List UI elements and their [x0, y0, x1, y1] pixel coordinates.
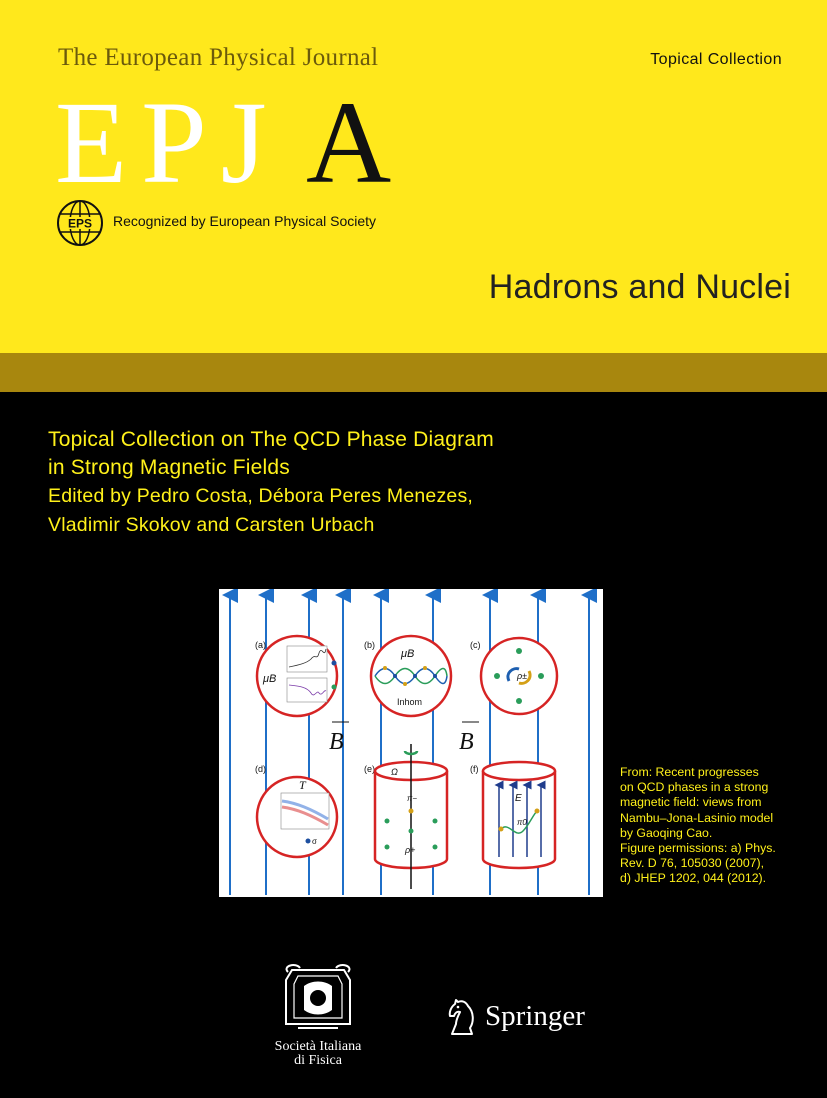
- panel-e-label: (e): [364, 764, 375, 774]
- e-field-label: E: [515, 793, 522, 804]
- omega-label: Ω: [391, 767, 398, 777]
- caption-line: Nambu–Jona-Lasinio model: [620, 810, 774, 825]
- qcd-phase-illustration: [219, 589, 603, 897]
- caption-line: Figure permissions: a) Phys.: [620, 841, 776, 856]
- panel-f-label: (f): [470, 764, 479, 774]
- topical-collection-tag: Topical Collection: [650, 51, 782, 68]
- caption-line: Rev. D 76, 105030 (2007),: [620, 856, 765, 871]
- collection-title-line1: Topical Collection on The QCD Phase Diagram: [48, 428, 494, 451]
- collection-info: [48, 426, 494, 540]
- caption-line: magnetic field: views from: [620, 795, 762, 810]
- b-field-label-left: B: [329, 729, 344, 755]
- figure-caption: [620, 765, 820, 887]
- journal-subtitle: Hadrons and Nuclei: [488, 268, 791, 306]
- rho-plus-label: ρ+: [405, 845, 416, 855]
- caption-line: by Gaoqing Cao.: [620, 825, 713, 840]
- editors-line2: Vladimir Skokov and Carsten Urbach: [48, 514, 375, 536]
- eps-globe-icon: [56, 199, 104, 247]
- eps-badge-text: EPS: [67, 216, 93, 231]
- sigma-label: σ: [312, 837, 317, 846]
- temp-label: T: [299, 778, 306, 792]
- panel-c-label: (c): [470, 640, 481, 650]
- b-field-label-right: B: [459, 729, 474, 755]
- mu-b-label-a: μB: [263, 673, 277, 685]
- logo-epj: EPJ: [55, 77, 281, 208]
- caption-line: on QCD phases in a strong: [620, 780, 769, 795]
- springer-wordmark: Springer: [485, 1000, 585, 1032]
- collection-title-line2: in Strong Magnetic Fields: [48, 456, 290, 479]
- sif-name-line2: di Fisica: [294, 1053, 342, 1068]
- panel-d-label: (d): [255, 764, 266, 774]
- panel-b-label: (b): [364, 640, 375, 650]
- sif-name: [260, 1040, 376, 1068]
- logo-letter-a: A: [306, 77, 392, 208]
- pi-minus-label: π−: [407, 794, 418, 803]
- pi-zero-label: π0: [517, 818, 527, 827]
- inhom-label: Inhom: [397, 697, 423, 707]
- editors-line1: Edited by Pedro Costa, Débora Peres Menezes,: [48, 485, 474, 507]
- caption-line: d) JHEP 1202, 044 (2012).: [620, 871, 767, 886]
- springer-horse-icon: [446, 998, 478, 1036]
- sif-name-line1: Società Italiana: [274, 1039, 362, 1054]
- divider-band: [0, 353, 827, 392]
- journal-name: The European Physical Journal: [58, 44, 379, 71]
- eps-recognition-text: Recognized by European Physical Society: [113, 213, 377, 229]
- rho-pm-label: ρ±: [517, 671, 528, 681]
- cover-figure: [219, 589, 603, 897]
- mu-b-label-b: μB: [401, 648, 415, 660]
- caption-line: From: Recent progresses: [620, 765, 759, 779]
- panel-a-label: (a): [255, 640, 266, 650]
